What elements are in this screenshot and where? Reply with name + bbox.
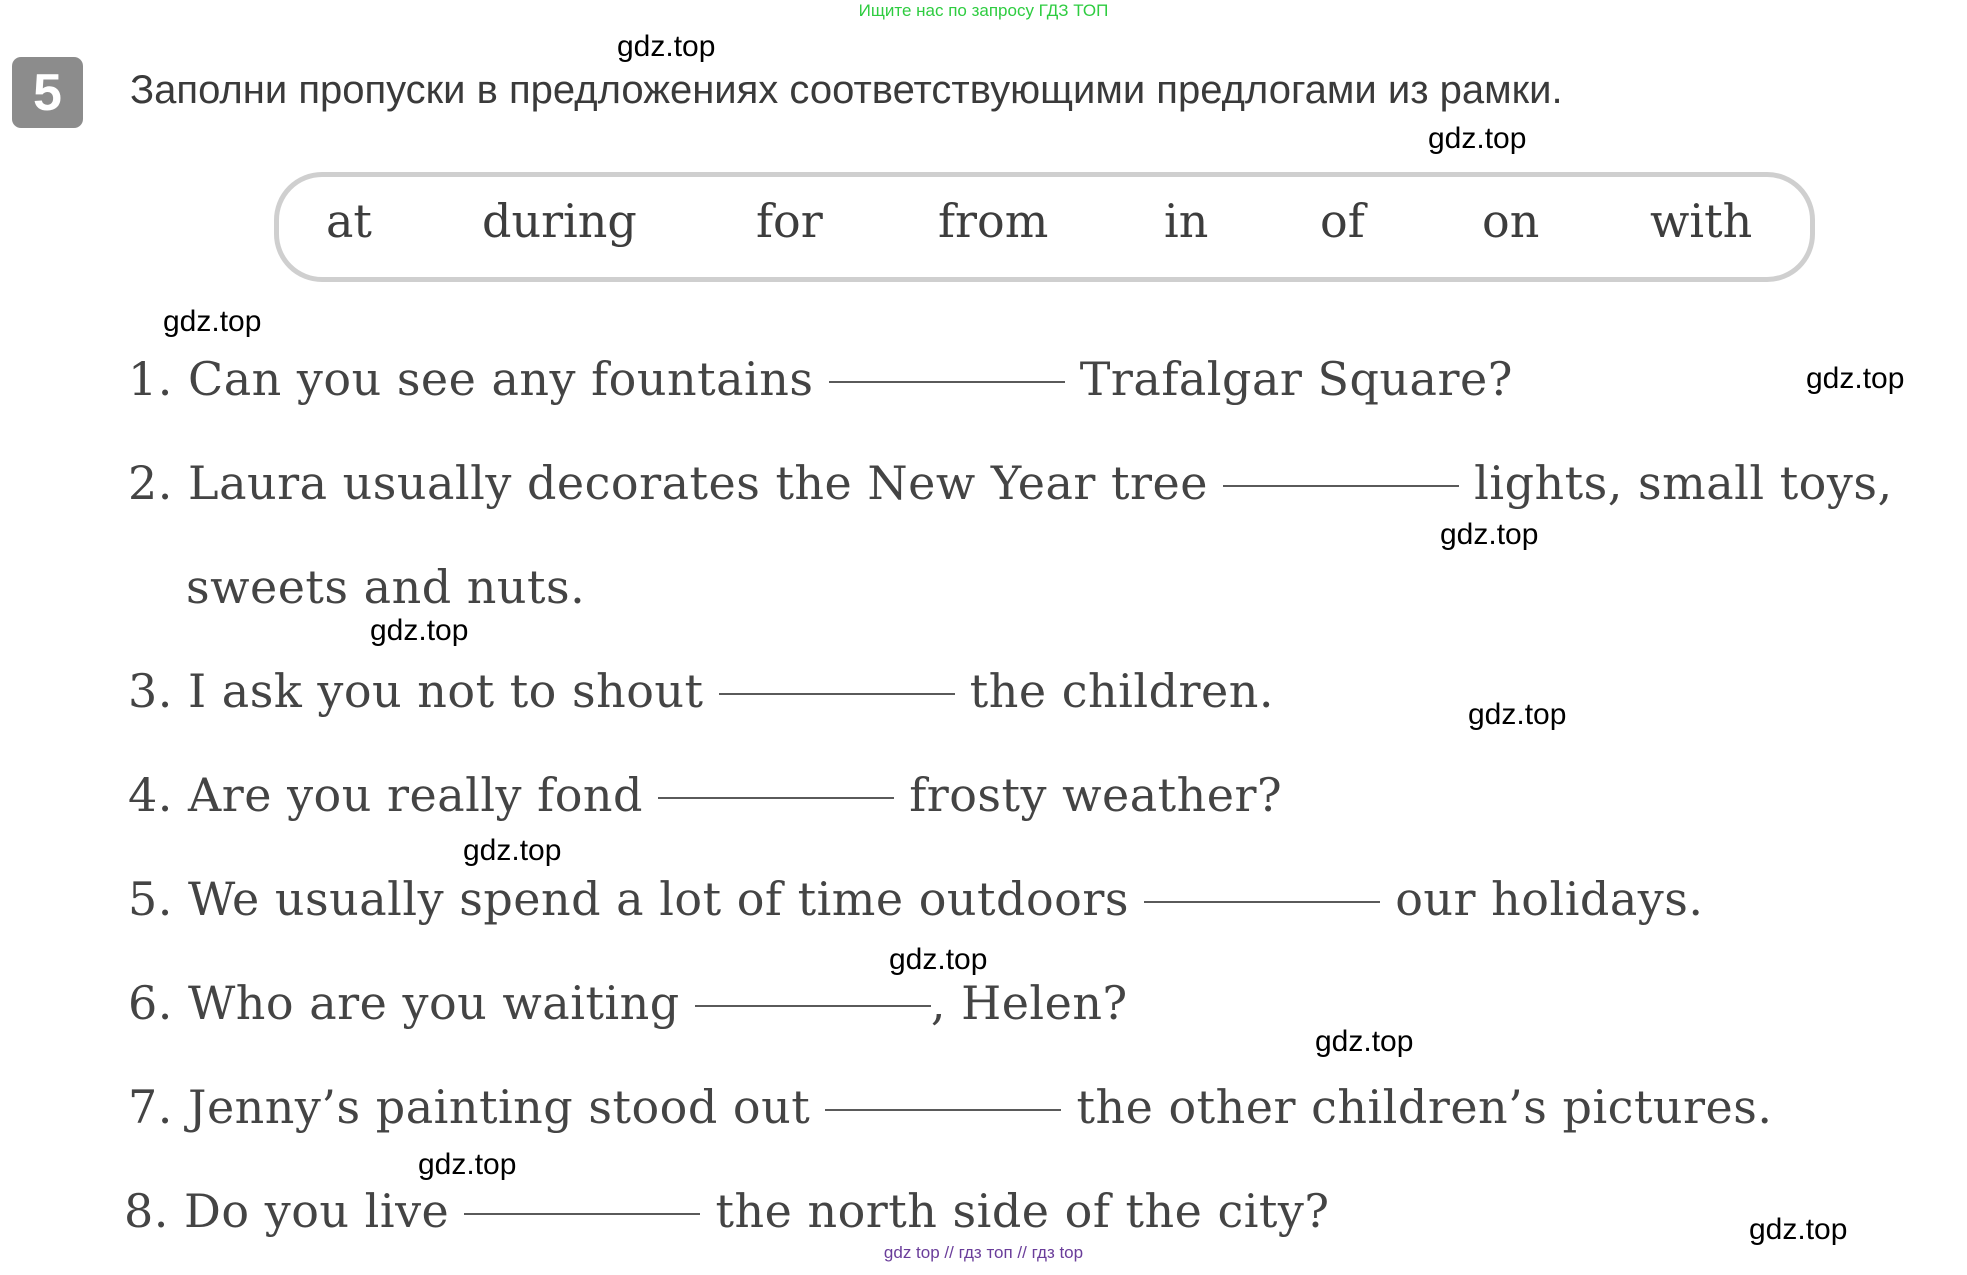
- sentence-text-before: We usually spend a lot of time outdoors: [188, 872, 1129, 926]
- sentence-text-continued: sweets and nuts.: [186, 560, 586, 614]
- answer-blank[interactable]: [825, 1109, 1061, 1111]
- sentence-text-after: Trafalgar Square?: [1079, 352, 1513, 406]
- task-number-badge: 5: [12, 57, 83, 128]
- word-box-item: of: [1320, 194, 1365, 248]
- sentence-number: 2.: [128, 456, 173, 510]
- sentence-text-after: lights, small toys,: [1474, 456, 1893, 510]
- watermark: gdz.top: [1315, 1025, 1414, 1058]
- watermark: gdz.top: [418, 1148, 517, 1181]
- sentence-number: 7.: [128, 1080, 173, 1134]
- sentence-number: 6.: [128, 976, 173, 1030]
- sentence-number: 4.: [128, 768, 173, 822]
- watermark: gdz.top: [889, 943, 988, 976]
- word-box-item: at: [326, 194, 372, 248]
- sentence-text-after: , Helen?: [930, 976, 1128, 1030]
- answer-blank[interactable]: [464, 1213, 700, 1215]
- word-box-item: for: [756, 194, 823, 248]
- sentence-text-before: Do you live: [184, 1184, 450, 1238]
- word-box-item: in: [1164, 194, 1209, 248]
- sentence-text-after: frosty weather?: [909, 768, 1283, 822]
- watermark: gdz.top: [1749, 1213, 1848, 1246]
- sentence-text-after: the children.: [969, 664, 1274, 718]
- sentence-text-before: Jenny’s painting stood out: [188, 1080, 811, 1134]
- watermark: gdz.top: [1428, 122, 1527, 155]
- sentence-number: 3.: [128, 664, 173, 718]
- word-box-item: from: [938, 194, 1049, 248]
- sentence-2-continuation: [186, 560, 585, 614]
- bottom-banner: gdz top // гдз топ // гдз top: [883, 1243, 1084, 1262]
- sentence-text-after: the north side of the city?: [715, 1184, 1330, 1238]
- watermark: gdz.top: [370, 614, 469, 647]
- sentence-3: [128, 664, 1274, 718]
- answer-blank[interactable]: [829, 381, 1065, 383]
- answer-blank[interactable]: [719, 693, 955, 695]
- word-box-item: during: [482, 194, 637, 248]
- sentence-7: [128, 1080, 1773, 1134]
- sentence-number: 8.: [124, 1184, 169, 1238]
- task-instruction: Заполни пропуски в предложениях соответствующими предлогами из рамки.: [130, 68, 1563, 112]
- sentence-text-before: Are you really fond: [188, 768, 643, 822]
- watermark: gdz.top: [163, 305, 262, 338]
- watermark: gdz.top: [1468, 698, 1567, 731]
- word-box-item: on: [1482, 194, 1540, 248]
- watermark: gdz.top: [1806, 362, 1905, 395]
- sentence-5: [128, 872, 1704, 926]
- sentence-6: [128, 976, 1128, 1030]
- word-box-item: with: [1650, 194, 1753, 248]
- sentence-8: [124, 1184, 1330, 1238]
- sentence-text-after: the other children’s pictures.: [1076, 1080, 1773, 1134]
- watermark: gdz.top: [617, 30, 716, 63]
- sentence-number: 5.: [128, 872, 173, 926]
- sentence-number: 1.: [128, 352, 173, 406]
- sentence-2: [128, 456, 1893, 510]
- answer-blank[interactable]: [695, 1005, 931, 1007]
- sentence-text-before: Laura usually decorates the New Year tree: [188, 456, 1208, 510]
- watermark: gdz.top: [463, 834, 562, 867]
- answer-blank[interactable]: [1144, 901, 1380, 903]
- sentence-1: [128, 352, 1513, 406]
- sentence-4: [128, 768, 1282, 822]
- answer-blank[interactable]: [658, 797, 894, 799]
- sentence-text-after: our holidays.: [1395, 872, 1704, 926]
- watermark: gdz.top: [1440, 518, 1539, 551]
- answer-blank[interactable]: [1223, 485, 1459, 487]
- sentence-text-before: Can you see any fountains: [188, 352, 814, 406]
- top-banner: Ищите нас по запросу ГДЗ ТОП: [858, 1, 1109, 20]
- sentence-text-before: I ask you not to shout: [188, 664, 704, 718]
- sentence-text-before: Who are you waiting: [188, 976, 680, 1030]
